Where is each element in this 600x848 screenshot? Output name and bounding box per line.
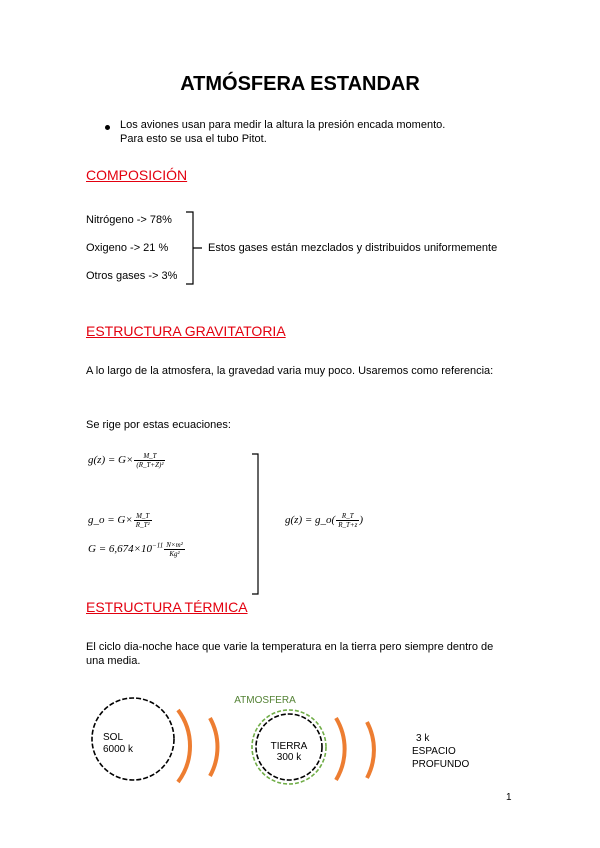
thermal-heading: ESTRUCTURA TÉRMICA: [86, 599, 248, 615]
earth-temperature: 300 k: [276, 752, 302, 763]
sun-radiation-arc-2: [210, 718, 217, 776]
space-label-line-2: PROFUNDO: [412, 759, 470, 770]
thermal-text-line-1: El ciclo dia-noche hace que varie la temperatura en la tierra pero siempre dentro de: [86, 641, 494, 653]
equation-gz-lhs: g(z) = G×: [88, 454, 134, 467]
thermal-text-line-2: una media.: [86, 655, 141, 667]
gravity-heading: ESTRUCTURA GRAVITATORIA: [86, 323, 286, 339]
composition-item-other: Otros gases -> 3%: [86, 270, 178, 282]
composition-heading: COMPOSICIÓN: [86, 167, 188, 183]
composition-item-oxygen: Oxigeno -> 21 %: [86, 242, 169, 254]
equation-g-constant: [88, 541, 185, 558]
equation-g-constant-denominator: Kg²: [169, 550, 180, 558]
equation-go-lhs: g_o = G×: [88, 514, 133, 527]
equation-gz-numerator: M_T: [134, 452, 165, 461]
composition-note: Estos gases están mezclados y distribuidos uniformemente: [208, 242, 498, 254]
equation-g-constant-numerator: N×m²: [166, 541, 183, 549]
space-label-line-1: ESPACIO: [412, 746, 456, 757]
equations-intro: Se rige por estas ecuaciones:: [86, 419, 231, 431]
equation-gz-ratio: [285, 512, 363, 529]
equation-g-constant-lhs: G = 6,674×10: [88, 543, 153, 556]
equation-gz: [88, 452, 165, 469]
equation-gz-denominator: (R_T+Z)²: [136, 461, 164, 469]
equation-go: [88, 512, 152, 529]
page-title: ATMÓSFERA ESTANDAR: [180, 73, 420, 95]
equation-gz-ratio-rhs: ): [359, 514, 363, 527]
intro-line-1: Los aviones usan para medir la altura la presión encada momento.: [120, 119, 446, 131]
equations-brace: [250, 452, 264, 598]
composition-item-nitrogen: Nitrógeno -> 78%: [86, 214, 172, 226]
page-number: 1: [506, 792, 512, 803]
equation-gz-ratio-numerator: R_T: [336, 512, 359, 521]
earth-label: TIERRA: [270, 741, 308, 752]
sun-label: SOL: [103, 732, 124, 743]
equation-go-denominator: R_T²: [135, 521, 150, 529]
space-temperature: 3 k: [416, 733, 430, 744]
earth-radiation-arc-2: [367, 722, 374, 778]
equation-go-numerator: M_T: [134, 512, 152, 521]
gravity-text: A lo largo de la atmosfera, la gravedad varia muy poco. Usaremos como referencia:: [86, 365, 494, 377]
equation-g-constant-exponent: −11: [152, 541, 164, 550]
equation-gz-ratio-lhs: g(z) = g_o(: [285, 514, 336, 527]
composition-brace: [184, 210, 210, 290]
equation-gz-ratio-denominator: R_T+z: [338, 521, 358, 529]
sun-temperature: 6000 k: [103, 744, 134, 755]
sun-radiation-arc-1: [178, 710, 190, 782]
intro-line-2: Para esto se usa el tubo Pitot.: [120, 133, 267, 145]
earth-radiation-arc-1: [336, 718, 345, 780]
bullet-icon: [105, 125, 110, 130]
atmosphere-label: ATMOSFERA: [234, 695, 296, 706]
